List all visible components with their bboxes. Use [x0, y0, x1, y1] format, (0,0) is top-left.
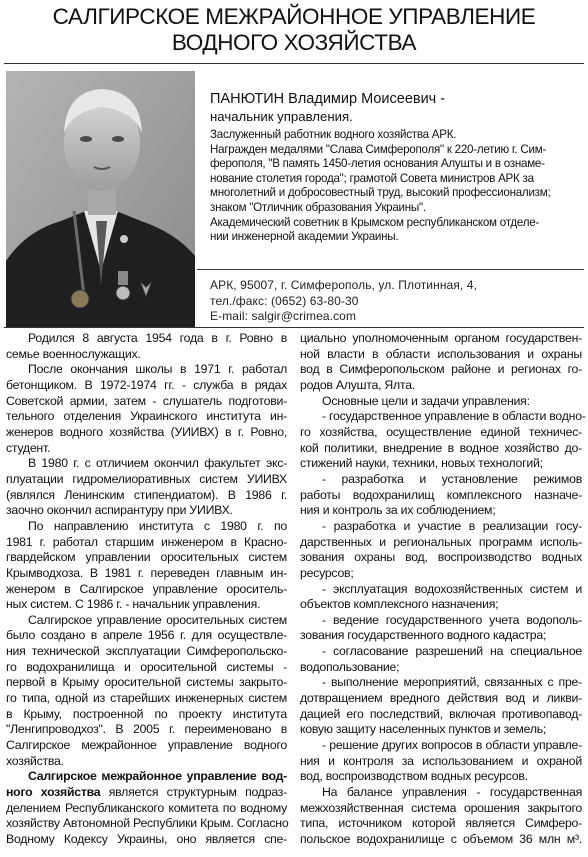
text-line: родов Алушта, Ялта.	[300, 377, 415, 392]
text-line: хозяйству Автономной Республики Крым. Согласно	[6, 816, 289, 831]
title-rule	[4, 63, 584, 64]
text-line: - разработка и установление режимов	[322, 471, 582, 486]
text-line: межхозяйственная система орошения закрытого	[300, 800, 582, 815]
text-line: объектов комплексного назначения;	[300, 597, 499, 612]
person-name: ПАНЮТИН Владимир Моисеевич -	[210, 91, 446, 107]
text-line: 1981 г. работал старшим инженером в Красно-	[6, 534, 287, 549]
text-line: женеров водного хозяйства (УИИВХ) в г. Ровно,	[6, 424, 287, 439]
text-line: ния и контроль за их соблюдением;	[300, 503, 496, 518]
text-line: бетонщиком. В 1972-1974 гг. - служба в рядах	[6, 377, 287, 392]
bio-line: нование столетия города"; грамотой Совета министров АРК за	[210, 171, 534, 185]
text-line: Салгирское управление оросительных систем	[28, 612, 287, 627]
text-line: ковую защиту населенных пунктов и земель;	[300, 722, 547, 737]
text-line: водопользование;	[300, 659, 400, 674]
contact-rule	[197, 269, 584, 270]
contact-email[interactable]: E-mail: salgir@crimea.com	[210, 309, 357, 324]
text-line: - государственное управление в области водно-	[322, 409, 586, 424]
text-line: го хозяйства, осуществление единой техничес-	[300, 424, 582, 439]
text-line: хозяйства.	[6, 753, 64, 768]
bio-line: Академический советник в Крымском республиканском отделе-	[210, 215, 540, 229]
text-line: "Ленгипроводхоз". В 2005 г. переименовано в	[6, 722, 287, 737]
text-line: Основные цели и задачи управления:	[322, 393, 530, 408]
text-line: польское водохранилище с объемом 36 млн м³.	[300, 832, 582, 846]
text-line: Крымводхоза. В 1981 г. переведен главным ин-	[6, 565, 287, 580]
page-title	[0, 4, 588, 56]
contact-address: АРК, 95007, г. Симферополь, ул. Плотинная, 4,	[210, 278, 478, 292]
text-line: (являлся Ленинским стипендиатом). В 1986 г.	[6, 487, 287, 502]
body-rule	[4, 327, 584, 328]
title-line-2: ВОДНОГО ХОЗЯЙСТВА	[171, 30, 417, 55]
text-line: ного хозяйства является структурным подраз-	[6, 785, 287, 800]
text-line: ной власти в области использования и охраны	[300, 346, 582, 361]
text-line: стижений науки, техники, новых технологий;	[300, 456, 543, 471]
text-line: - разработка и участие в реализации госу-	[322, 518, 582, 533]
text-line: Салгирское межрайонное управление водного	[6, 738, 287, 753]
text-line: - выполнение мероприятий, связанных с пре-	[322, 675, 582, 690]
person-role: начальник управления.	[210, 109, 353, 124]
text-line: ных систем. С 1986 г. - начальник управления.	[6, 597, 261, 612]
text-line: вод в Симферопольском районе и регионах го-	[300, 362, 582, 377]
text-line: в Крыму, построенной по проекту института	[6, 706, 287, 721]
text-line: - ведение государственного учета водополь-	[322, 612, 582, 627]
text-line: работы водохранилищ комплексного назначе-	[300, 487, 582, 502]
text-line: Водному Кодексу Украины, оно является спе-	[6, 832, 287, 846]
text-line: дацией его последствий, включая противопавод-	[300, 706, 582, 721]
text-line: Советской армии, затем - слушатель подготови-	[6, 393, 287, 408]
text-line: плуатации гидромелиоративных систем УИИВХ	[6, 471, 287, 486]
text-line: первой в Крыму оросительной системы закрыто-	[6, 675, 287, 690]
text-line: - согласование разрешений на специальное	[322, 644, 582, 659]
text-line: - эксплуатация водохозяйственных систем и	[322, 581, 582, 596]
bio-line: ферополя, "В память 1450-летия основания Алушты и в ознаме-	[210, 157, 545, 171]
text-line: женером в Салгирское управление ороситель-	[6, 581, 287, 596]
contact-block	[210, 278, 477, 325]
text-line: ресурсов;	[300, 565, 354, 580]
bio-line: многолетний и добросовестный труд, высокий профессионализм;	[210, 186, 551, 200]
text-line: зования охраны вод, воспроизводство водных	[300, 550, 582, 565]
left-text-column	[6, 331, 287, 848]
text-line: - решение других вопросов в области управле-	[322, 738, 582, 753]
text-line: го типа, одной из старейших инженерных систем	[6, 691, 287, 706]
text-line: тельного отделения Украинского института ин-	[6, 409, 287, 424]
bio-line: Награжден медалями "Слава Симферополя" к 220-летию г. Сим-	[210, 142, 547, 156]
text-line: После окончания школы в 1971 г. работал	[28, 362, 287, 377]
contact-phone: тел./факс: (0652) 63-80-30	[210, 293, 359, 308]
profile-block	[210, 91, 582, 245]
text-line: Родился 8 августа 1954 года в г. Ровно в	[28, 331, 287, 345]
text-line: Салгирское межрайонное управление вод-	[28, 769, 287, 784]
text-line: студент.	[6, 440, 51, 455]
text-line: циально уполномоченным органом государствен-	[300, 331, 582, 345]
text-line: На балансе управления - государственная	[322, 785, 582, 800]
text-line: было создано в апреле 1956 г. для осуществле-	[6, 628, 287, 643]
text-line: вод, воспроизводством водных ресурсов.	[300, 769, 528, 784]
portrait-photo	[6, 71, 195, 327]
bio-line: нии инженерной академии Украины.	[210, 230, 399, 244]
bio-line: знаком "Отличник образования Украины".	[210, 200, 426, 214]
text-line: кой политики, внедрение в водное хозяйство до-	[300, 440, 582, 455]
bio-line: Заслуженный работник водного хозяйства АРК.	[210, 128, 457, 141]
text-line: го водохранилища и оросительной системы -	[6, 659, 287, 674]
text-line: По направлению института с 1980 г. по	[28, 518, 287, 533]
text-line: семье военнослужащих.	[6, 346, 141, 361]
text-line: типа, источником которой является Симферо-	[300, 816, 582, 831]
text-line: зования государственного водного кадастра;	[300, 628, 547, 643]
text-line: гвардейском управлении оросительных систем	[6, 550, 287, 565]
text-line: В 1980 г. с отличием окончил факультет экс-	[28, 456, 287, 471]
text-line: заочно окончил аспирантуру при УИИВХ.	[6, 503, 233, 518]
text-line: дотвращением вредного действия вод и ликви-	[300, 691, 582, 706]
text-line: ния и контроля за использованием и охраной	[300, 753, 582, 768]
title-line-1: САЛГИРСКОЕ МЕЖРАЙОННОЕ УПРАВЛЕНИЕ	[52, 4, 536, 29]
text-line: делением Республиканского комитета по водному	[6, 800, 287, 815]
text-line: ния технической эксплуатации Симферопольско-	[6, 644, 287, 659]
right-text-column	[300, 331, 586, 848]
text-line: дарственных и региональных программ исполь-	[300, 534, 582, 549]
